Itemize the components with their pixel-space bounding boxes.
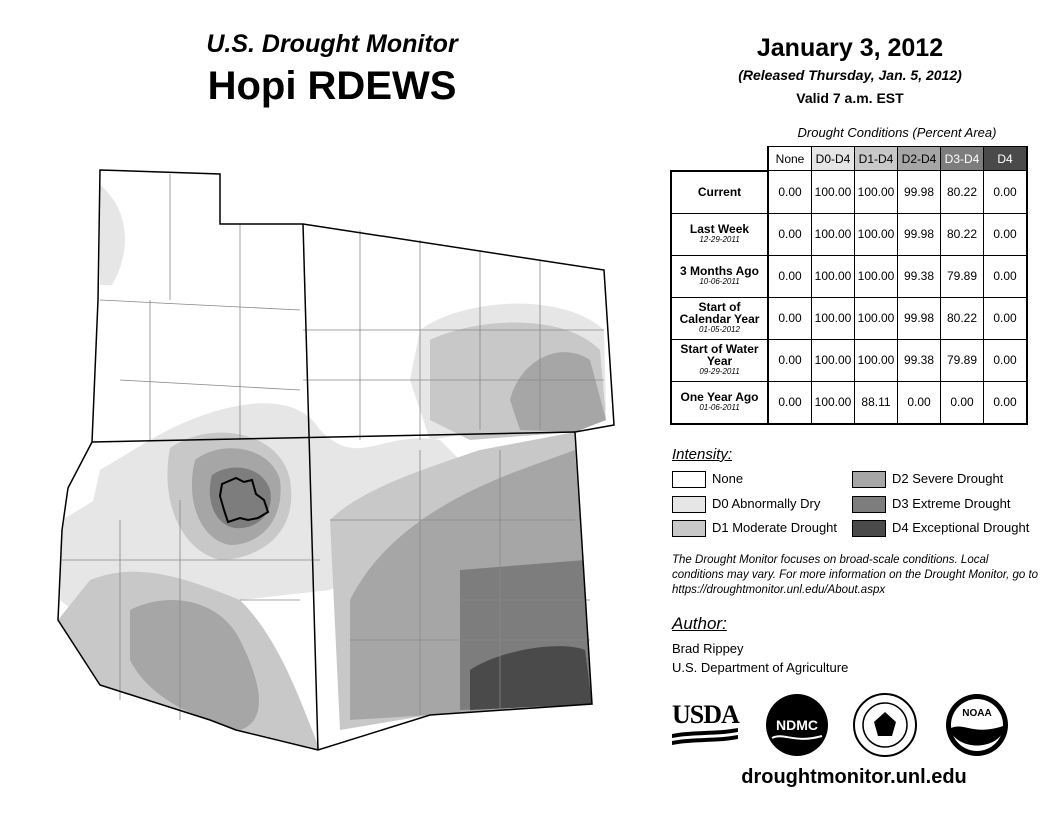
legend-label-d0: D0 Abnormally Dry bbox=[712, 496, 821, 511]
table-cell: 0.00 bbox=[984, 171, 1028, 214]
row-date: 12-29-2011 bbox=[699, 235, 740, 244]
table-cell: 0.00 bbox=[941, 381, 984, 424]
row-label bbox=[671, 171, 768, 214]
conditions-title: Drought Conditions (Percent Area) bbox=[797, 125, 997, 140]
row-label bbox=[671, 339, 768, 381]
map-date: January 3, 2012 bbox=[756, 34, 944, 62]
table-cell: 0.00 bbox=[768, 213, 812, 255]
row-label bbox=[671, 213, 768, 255]
row-label-text: 3 Months Ago bbox=[680, 264, 759, 278]
table-cell: 79.89 bbox=[941, 255, 984, 297]
col-d2-d4: D2-D4 bbox=[898, 147, 941, 171]
row-label-text: Current bbox=[697, 185, 742, 199]
author-title: Author: bbox=[672, 614, 727, 633]
table-row bbox=[671, 381, 1027, 424]
release-date: (Released Thursday, Jan. 5, 2012) bbox=[738, 67, 962, 83]
table-row bbox=[671, 213, 1027, 255]
table-cell: 0.00 bbox=[898, 381, 941, 424]
commerce-seal-logo bbox=[852, 692, 918, 758]
drought-zones bbox=[50, 160, 630, 760]
legend-label-d3: D3 Extreme Drought bbox=[892, 496, 1011, 511]
noaa-logo-text: NOAA bbox=[962, 708, 992, 719]
table-cell: 100.00 bbox=[812, 213, 855, 255]
table-cell: 99.98 bbox=[898, 297, 941, 339]
table-cell: 88.11 bbox=[855, 381, 898, 424]
table-row bbox=[671, 339, 1027, 381]
col-d4: D4 bbox=[984, 147, 1028, 171]
table-cell: 0.00 bbox=[984, 213, 1028, 255]
row-date: 10-06-2011 bbox=[699, 277, 740, 286]
table-cell: 79.89 bbox=[941, 339, 984, 381]
valid-time: Valid 7 a.m. EST bbox=[796, 90, 904, 106]
legend-swatch-d3 bbox=[852, 496, 886, 513]
col-none: None bbox=[768, 147, 812, 171]
intensity-title: Intensity: bbox=[672, 446, 733, 463]
table-cell: 0.00 bbox=[768, 171, 812, 214]
usda-logo-swoosh bbox=[672, 728, 738, 750]
row-label bbox=[671, 297, 768, 339]
table-cell: 100.00 bbox=[855, 255, 898, 297]
table-cell: 99.38 bbox=[898, 255, 941, 297]
noaa-logo bbox=[944, 692, 1010, 758]
row-date: 01-05-2012 bbox=[699, 325, 740, 334]
legend-swatch-none bbox=[672, 471, 706, 488]
region-title: Hopi RDEWS bbox=[207, 64, 457, 108]
table-cell: 0.00 bbox=[984, 255, 1028, 297]
legend-swatch-d0 bbox=[672, 496, 706, 513]
legend-swatch-d4 bbox=[852, 520, 886, 537]
table-cell: 100.00 bbox=[812, 339, 855, 381]
legend-swatch-d2 bbox=[852, 471, 886, 488]
table-cell: 99.98 bbox=[898, 171, 941, 214]
row-label-text: Last Week bbox=[689, 222, 750, 236]
conditions-table bbox=[670, 146, 1028, 425]
legend-label-none: None bbox=[712, 471, 744, 486]
legend-label-d4: D4 Exceptional Drought bbox=[892, 520, 1030, 535]
table-cell: 0.00 bbox=[768, 381, 812, 424]
ndmc-logo bbox=[764, 692, 830, 758]
table-cell: 0.00 bbox=[768, 297, 812, 339]
col-d0-d4: D0-D4 bbox=[812, 147, 855, 171]
table-cell: 100.00 bbox=[855, 213, 898, 255]
table-row bbox=[671, 297, 1027, 339]
drought-map bbox=[50, 160, 630, 760]
table-corner bbox=[671, 147, 768, 171]
table-cell: 0.00 bbox=[984, 297, 1028, 339]
table-cell: 0.00 bbox=[984, 339, 1028, 381]
table-cell: 100.00 bbox=[812, 171, 855, 214]
row-label bbox=[671, 255, 768, 297]
row-label-text: Start of Water Year bbox=[680, 342, 759, 368]
row-label-text: One Year Ago bbox=[680, 390, 759, 404]
legend-swatch-d1 bbox=[672, 520, 706, 537]
usda-logo: USDA bbox=[672, 700, 739, 729]
ndmc-logo-text: NDMC bbox=[776, 717, 818, 733]
website-link[interactable]: droughtmonitor.unl.edu bbox=[741, 766, 967, 788]
legend-label-d2: D2 Severe Drought bbox=[892, 471, 1004, 486]
map-title: U.S. Drought Monitor bbox=[206, 30, 458, 58]
row-date: 09-29-2011 bbox=[699, 367, 740, 376]
table-cell: 80.22 bbox=[941, 171, 984, 214]
col-d1-d4: D1-D4 bbox=[855, 147, 898, 171]
row-label-text: Start of Calendar Year bbox=[679, 300, 760, 326]
table-cell: 80.22 bbox=[941, 297, 984, 339]
table-cell: 99.38 bbox=[898, 339, 941, 381]
table-cell: 0.00 bbox=[768, 339, 812, 381]
col-d3-d4: D3-D4 bbox=[941, 147, 984, 171]
table-cell: 100.00 bbox=[855, 339, 898, 381]
table-cell: 100.00 bbox=[855, 297, 898, 339]
table-row bbox=[671, 171, 1027, 214]
author-name: Brad Rippey bbox=[672, 641, 744, 656]
row-label bbox=[671, 381, 768, 424]
row-date: 01-06-2011 bbox=[699, 403, 740, 412]
table-header-row bbox=[671, 147, 1027, 171]
table-cell: 100.00 bbox=[812, 297, 855, 339]
table-cell: 100.00 bbox=[855, 171, 898, 214]
table-cell: 0.00 bbox=[984, 381, 1028, 424]
author-organization: U.S. Department of Agriculture bbox=[672, 660, 849, 675]
table-cell: 0.00 bbox=[768, 255, 812, 297]
legend-label-d1: D1 Moderate Drought bbox=[712, 520, 838, 535]
disclaimer-note: The Drought Monitor focuses on broad-scale conditions. Local conditions may vary. For more information on the Drought Monitor, go to https://droughtmonitor.unl.edu/About.aspx bbox=[672, 554, 1039, 596]
table-cell: 80.22 bbox=[941, 213, 984, 255]
table-cell: 99.98 bbox=[898, 213, 941, 255]
table-row bbox=[671, 255, 1027, 297]
table-cell: 100.00 bbox=[812, 255, 855, 297]
table-cell: 100.00 bbox=[812, 381, 855, 424]
